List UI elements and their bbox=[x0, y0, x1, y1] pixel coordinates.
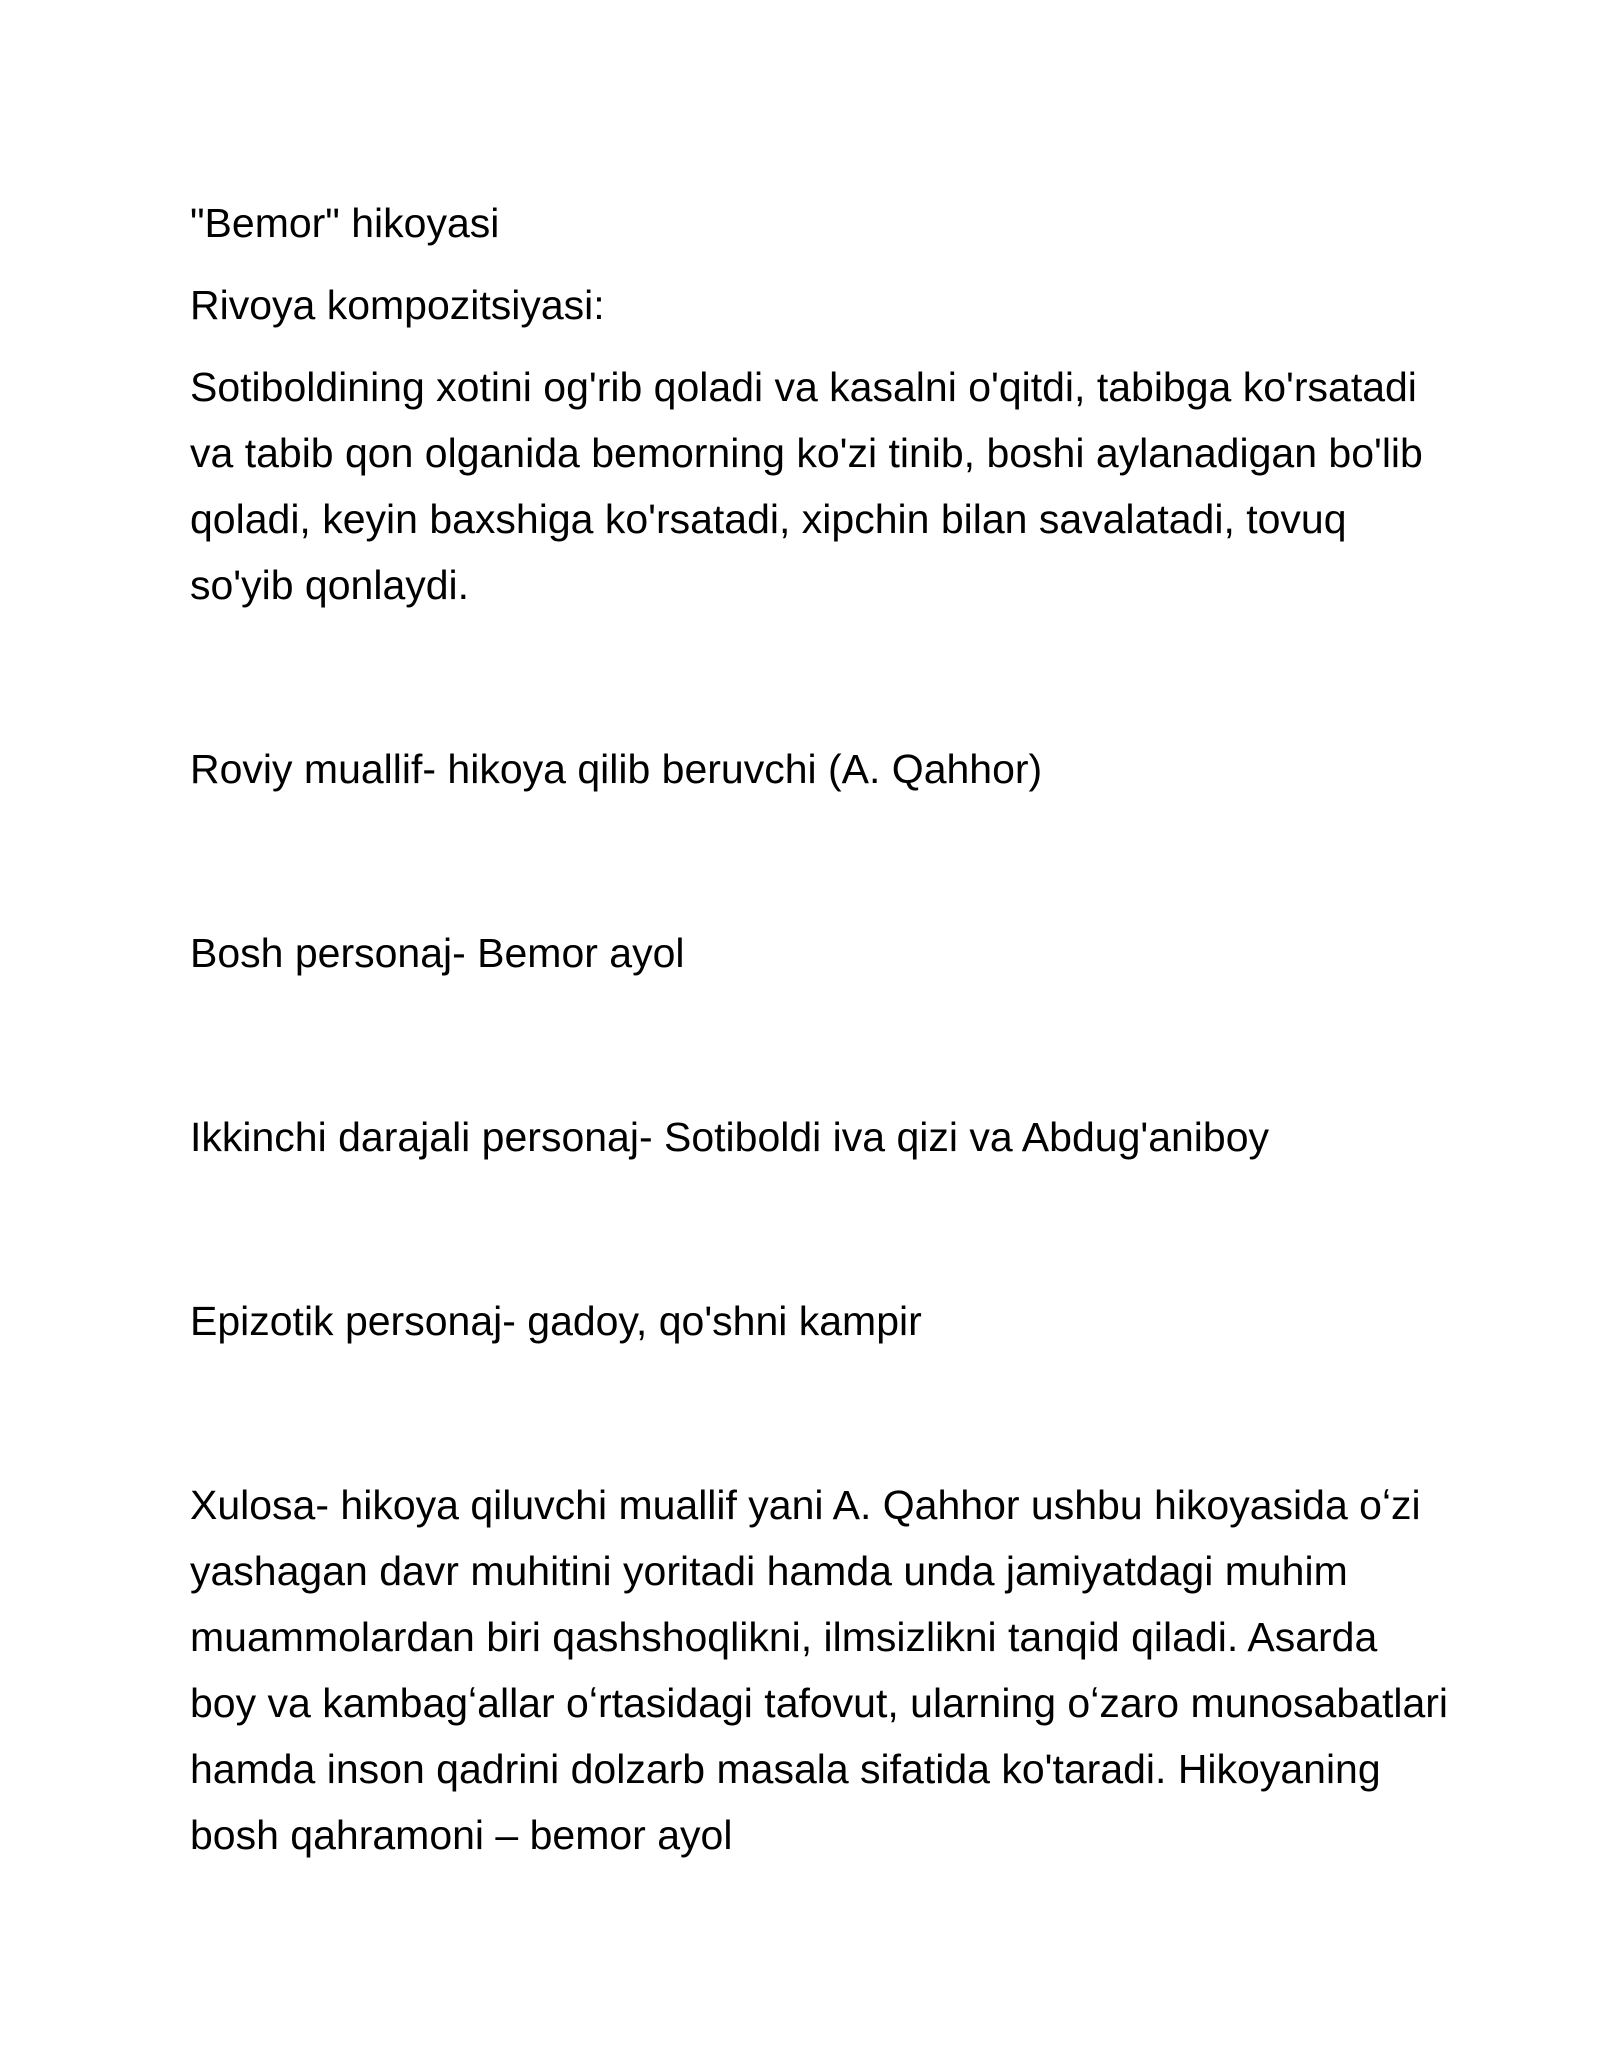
paragraph-narrator: Roviy muallif- hikoya qilib beruvchi (A. Qahhor) bbox=[190, 746, 1043, 792]
paragraph-secondary-characters: Ikkinchi darajali personaj- Sotiboldi iva qizi va Abdug'aniboy bbox=[190, 1114, 1270, 1160]
document-title: "Bemor" hikoyasi bbox=[190, 200, 500, 246]
paragraph-episodic-characters: Epizotik personaj- gadoy, qo'shni kampir bbox=[190, 1298, 922, 1344]
paragraph-conclusion: Xulosa- hikoya qiluvchi muallif yani A. Qahhor ushbu hikoyasida oʻzi yashagan davr muhitini yoritadi hamda unda jamiyatdagi muhim muammolardan biri qashshoqlikni, ilmsizlikni tanqid qiladi. Asarda boy va kambagʻallar oʻrtasidagi tafovut, ularning oʻzaro munosabatlari hamda inson qadrini dolzarb masala sifatida ko'taradi. Hikoyaning bosh qahramoni – bemor ayol bbox=[190, 1482, 1449, 1858]
paragraph-main-character: Bosh personaj- Bemor ayol bbox=[190, 930, 685, 976]
paragraph-plot: Sotiboldining xotini og'rib qoladi va kasalni o'qitdi, tabibga ko'rsatadi va tabib qon olganida bemorning ko'zi tinib, boshi aylanadigan bo'lib qoladi, keyin baxshiga ko'rsatadi, xipchin bilan savalatadi, tovuq so'yib qonlaydi. bbox=[190, 364, 1423, 608]
document-subtitle: Rivoya kompozitsiyasi: bbox=[190, 282, 605, 328]
document-page bbox=[190, 190, 1450, 1868]
